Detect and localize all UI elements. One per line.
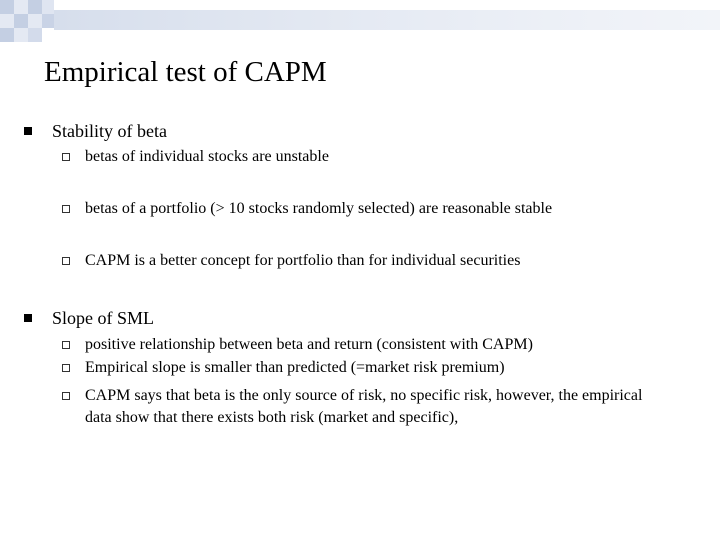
sub-bullet-icon [62,205,70,213]
list-item: CAPM says that beta is the only source of risk, no specific risk, however, the empirical data show that there exists both risk (market and specific), [85,387,643,426]
sub-bullet-icon [62,392,70,400]
sub-bullet-icon [62,364,70,372]
slide-title: Empirical test of CAPM [44,56,327,88]
section-bullet-icon [24,314,32,322]
sub-bullet-icon [62,153,70,161]
list-item: CAPM is a better concept for portfolio than for individual securities [85,252,521,269]
list-item: Empirical slope is smaller than predicted (=market risk premium) [85,359,505,376]
header-decoration [0,0,720,48]
list-item: betas of individual stocks are unstable [85,148,329,165]
section-heading-sml: Slope of SML [52,308,155,328]
sub-bullet-icon [62,341,70,349]
list-item: betas of a portfolio (> 10 stocks randomly selected) are reasonable stable [85,200,553,217]
sub-bullet-icon [62,257,70,265]
section-heading-stability: Stability of beta [52,121,167,141]
list-item: positive relationship between beta and return (consistent with CAPM) [85,336,533,353]
section-bullet-icon [24,127,32,135]
